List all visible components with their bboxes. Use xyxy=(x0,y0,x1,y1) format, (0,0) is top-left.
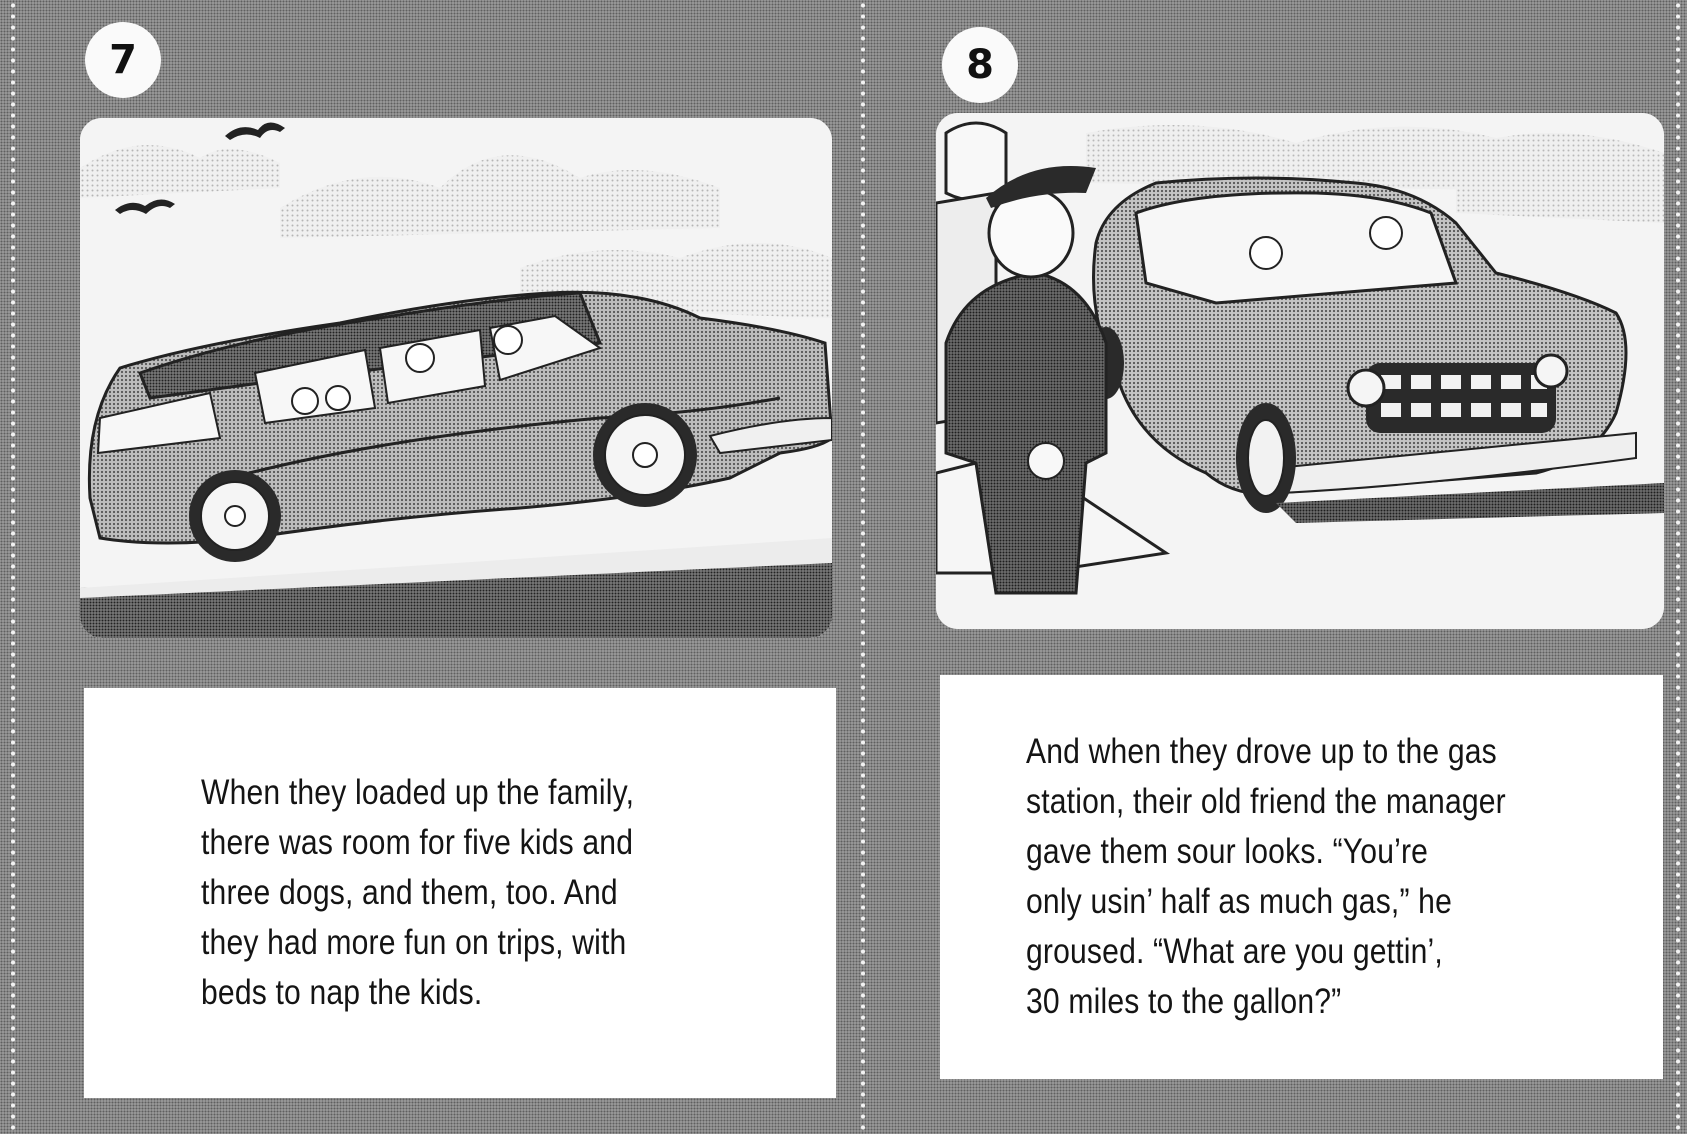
station-wagon-illustration xyxy=(80,118,832,638)
caption-text xyxy=(201,768,634,1018)
caption-line: station, their old friend the manager xyxy=(1026,782,1506,821)
caption-line: And when they drove up to the gas xyxy=(1026,732,1497,771)
caption-box xyxy=(84,688,836,1098)
page-number-badge: 8 xyxy=(942,27,1018,103)
caption-line: beds to nap the kids. xyxy=(201,973,483,1012)
page-8 xyxy=(860,0,1687,1134)
caption-line: they had more fun on trips, with xyxy=(201,923,627,962)
illustration-gas-station xyxy=(936,113,1664,629)
gas-pump xyxy=(946,123,1006,201)
caption-line: three dogs, and them, too. And xyxy=(201,873,618,912)
caption-text xyxy=(1026,727,1506,1027)
caption-box xyxy=(940,675,1663,1079)
caption-line: 30 miles to the gallon?” xyxy=(1026,982,1342,1021)
caption-line: there was room for five kids and xyxy=(201,823,634,862)
illustration-station-wagon xyxy=(80,118,832,638)
caption-line: only usin’ half as much gas,” he xyxy=(1026,882,1453,921)
car-grille xyxy=(1366,363,1556,433)
caption-line: When they loaded up the family, xyxy=(201,773,635,812)
gas-station-illustration xyxy=(936,113,1664,629)
caption-line: groused. “What are you gettin’, xyxy=(1026,932,1443,971)
page-number-badge: 7 xyxy=(85,22,161,98)
caption-line: gave them sour looks. “You’re xyxy=(1026,832,1429,871)
